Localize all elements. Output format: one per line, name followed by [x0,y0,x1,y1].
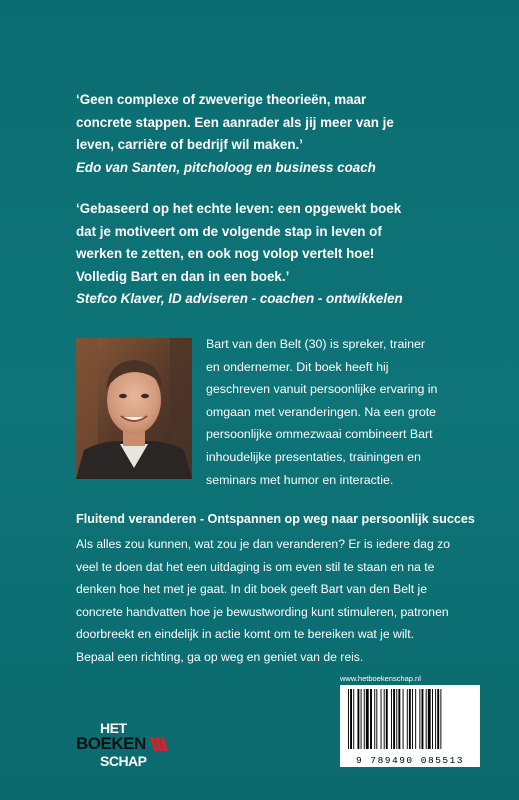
quote-attribution: Stefco Klaver, ID adviseren - coachen - ontwikkelen [76,291,403,306]
author-photo [76,338,192,479]
author-bio: Bart van den Belt (30) is spreker, trainer en ondernemer. Dit boek heeft hij geschreven vanuit persoonlijke ervaring in omgaan met veranderingen. Na een grote persoonlijke ommezwaai combineert Bart inhoudelijke presentaties, trainingen en seminars met humor en interactie. [206,337,438,487]
quote-attribution: Edo van Santen, pitcholoog en business coach [76,159,376,175]
author-portrait-image [76,338,192,479]
isbn-number: 9 789490 085513 [355,755,464,766]
publisher-website: www.hetboekenschap.nl [340,674,421,683]
barcode-bars [340,685,480,755]
book-description: Als alles zou kunnen, wat zou je dan veranderen? Er is iedere dag zo veel te doen dat het een uitdaging is om even stil te staan en na te denken hoe het met je gaat. In dit boek geeft Bart van den Belt je concrete handvatten hoe je bewustwording kunt stimuleren, patronen doorbreekt en eindelijk in actie komt om te bereiken wat je wilt. Bepaal een richting, ga op weg en geniet van de reis. [76,537,450,664]
quote-text: ‘Geen complexe of zweverige theorieën, maar concrete stappen. Een aanrader als jij meer van je leven, carrière of bedrijf wil maken.’ [76,92,394,152]
logo-het: HET [100,720,127,736]
logo-stripes-icon [150,737,170,751]
quote-2 [76,198,476,311]
logo-boeken: BOEKEN [76,734,146,753]
quote-text: ‘Gebaseerd op het echte leven: een opgewekt boek dat je motiveert om de volgende stap in leven of werken te zetten, en ook nog volop vertelt hoe! Volledig Bart en dan in een boek.’ [76,201,402,284]
logo-schap: SCHAP [100,753,147,769]
isbn-barcode [340,685,480,767]
publisher-logo [76,720,196,780]
quote-1 [76,89,476,179]
book-subtitle: Fluitend veranderen - Ontspannen op weg naar persoonlijk succes [76,512,475,526]
